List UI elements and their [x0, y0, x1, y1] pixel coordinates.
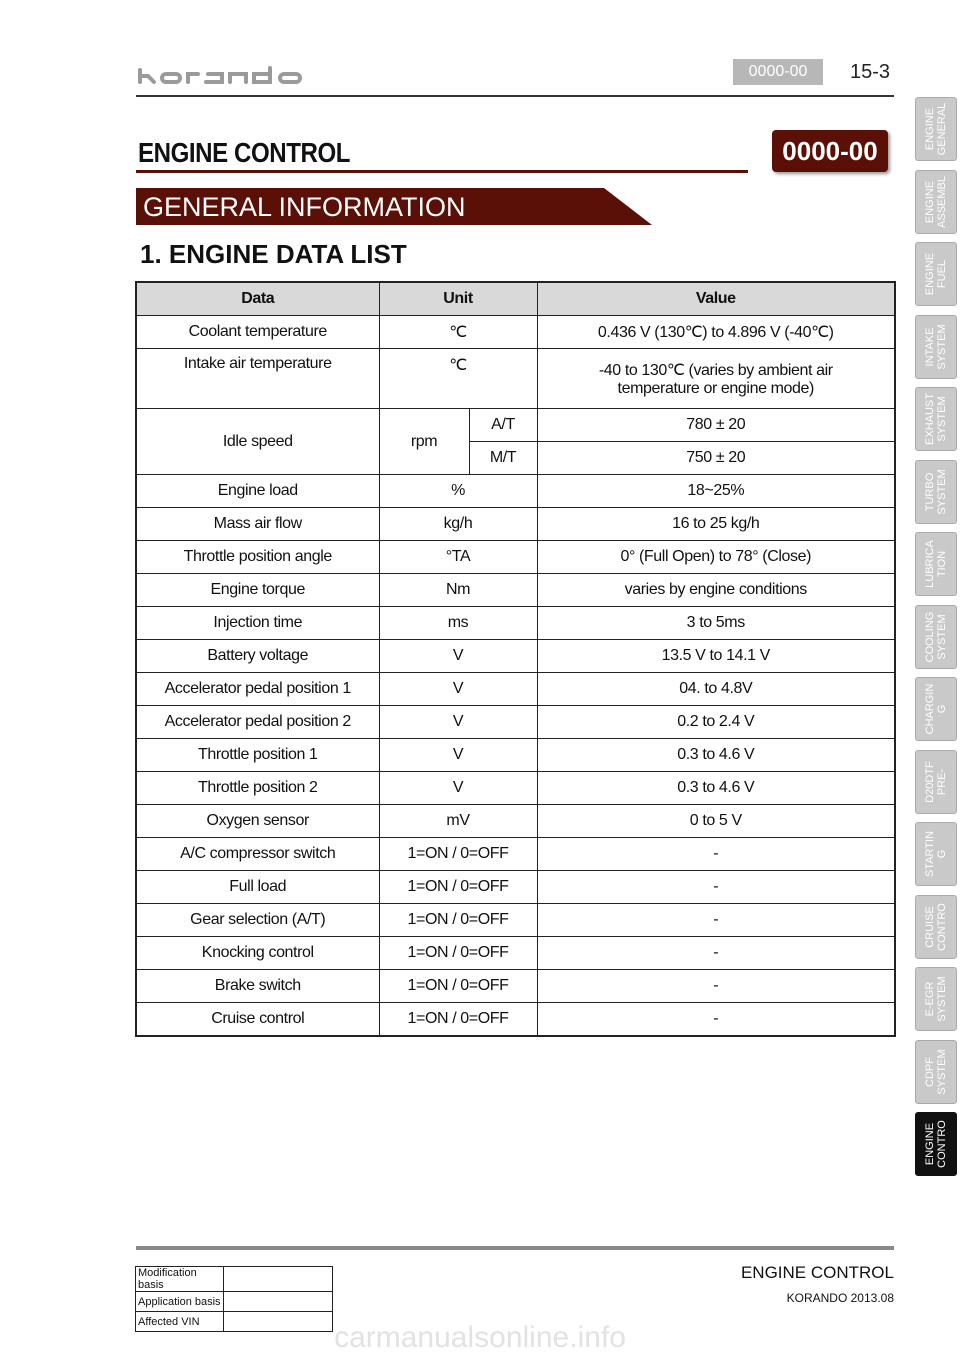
cell-unit: Nm [379, 574, 537, 607]
tab-label: CHARGIN G [924, 683, 948, 735]
table-row [136, 1003, 895, 1037]
tab-charging[interactable] [915, 677, 957, 741]
cell-value [537, 349, 895, 409]
cell-unit: rpm [379, 409, 469, 475]
header-unit: Unit [379, 282, 537, 316]
cell-data: Throttle position 2 [136, 772, 379, 805]
cell-data: Full load [136, 871, 379, 904]
cell-value: 0.436 V (130℃) to 4.896 V (-40℃) [537, 316, 895, 349]
tab-turbo-system[interactable] [915, 460, 957, 524]
tab-label: COOLING SYSTEM [924, 611, 948, 663]
tab-d20dtf-pre[interactable] [915, 750, 957, 814]
cell-data: Mass air flow [136, 508, 379, 541]
cell-data: Throttle position 1 [136, 739, 379, 772]
cell-data: Coolant temperature [136, 316, 379, 349]
cell-data: Accelerator pedal position 2 [136, 706, 379, 739]
cell-value-line-2: temperature or engine mode) [617, 379, 814, 397]
mod-label: Application basis [136, 1292, 224, 1312]
cell-unit: 1=ON / 0=OFF [379, 904, 537, 937]
cell-unit: °TA [379, 541, 537, 574]
cell-value: - [537, 937, 895, 970]
cell-data: Intake air temperature [136, 349, 379, 409]
mod-value [224, 1267, 333, 1292]
header-value: Value [537, 282, 895, 316]
table-row [136, 475, 895, 508]
cell-value: - [537, 904, 895, 937]
mod-label: Affected VIN [136, 1312, 224, 1332]
korando-logo [136, 66, 316, 86]
tab-engine-general[interactable] [915, 97, 957, 161]
cell-value: 0.2 to 2.4 V [537, 706, 895, 739]
cell-unit: ℃ [379, 316, 537, 349]
cell-value: - [537, 970, 895, 1003]
tab-engine-fuel[interactable] [915, 242, 957, 306]
cell-value: 0.3 to 4.6 V [537, 772, 895, 805]
cell-unit: 1=ON / 0=OFF [379, 838, 537, 871]
footer-divider [136, 1246, 894, 1250]
section-heading: 1. ENGINE DATA LIST [140, 239, 407, 269]
cell-value: - [537, 1003, 895, 1037]
footer-model: KORANDO 2013.08 [786, 1291, 894, 1305]
cell-unit: 1=ON / 0=OFF [379, 871, 537, 904]
tab-cdpf-system[interactable] [915, 1040, 957, 1104]
cell-data: A/C compressor switch [136, 838, 379, 871]
watermark: carmanualsonline.info [334, 1321, 626, 1354]
header-divider [136, 95, 894, 97]
table-row [136, 541, 895, 574]
tab-label: LUBRICA TION [924, 540, 948, 588]
cell-unit: % [379, 475, 537, 508]
table-row [136, 1267, 333, 1292]
tab-exhaust-system[interactable] [915, 387, 957, 451]
cell-value: 13.5 V to 14.1 V [537, 640, 895, 673]
cell-data: Cruise control [136, 1003, 379, 1037]
tab-intake-system[interactable] [915, 315, 957, 379]
table-row [136, 673, 895, 706]
tab-label: ENGINE ASSEMBL [924, 176, 948, 228]
tab-label: TURBO SYSTEM [924, 469, 948, 515]
tab-label: INTAKE SYSTEM [924, 324, 948, 370]
tab-e-egr-system[interactable] [915, 967, 957, 1031]
table-row [136, 970, 895, 1003]
table-header-row [136, 282, 895, 316]
cell-unit: V [379, 739, 537, 772]
table-row [136, 739, 895, 772]
table-row [136, 607, 895, 640]
cell-unit: kg/h [379, 508, 537, 541]
page-title: ENGINE CONTROL [138, 137, 351, 168]
cell-data: Idle speed [136, 409, 379, 475]
tab-label: ENGINE FUEL [924, 252, 948, 296]
cell-data: Oxygen sensor [136, 805, 379, 838]
cell-value: 780 ± 20 [537, 409, 895, 442]
cell-value: varies by engine conditions [537, 574, 895, 607]
cell-data: Accelerator pedal position 1 [136, 673, 379, 706]
cell-unit: V [379, 673, 537, 706]
cell-unit: ms [379, 607, 537, 640]
table-row [136, 574, 895, 607]
cell-value: 16 to 25 kg/h [537, 508, 895, 541]
cell-transmission: M/T [469, 442, 537, 475]
tab-label: E-EGR SYSTEM [924, 976, 948, 1022]
cell-value: - [537, 838, 895, 871]
cell-unit: 1=ON / 0=OFF [379, 937, 537, 970]
tab-label: STARTIN G [924, 830, 948, 878]
cell-unit: 1=ON / 0=OFF [379, 970, 537, 1003]
cell-data: Brake switch [136, 970, 379, 1003]
cell-data: Battery voltage [136, 640, 379, 673]
cell-data: Throttle position angle [136, 541, 379, 574]
table-row [136, 706, 895, 739]
tab-lubrication[interactable] [915, 532, 957, 596]
engine-data-table [135, 281, 896, 1037]
tab-label: ENGINE CONTRO [924, 1120, 948, 1168]
page-number: 15-3 [850, 61, 891, 83]
title-underline [136, 170, 748, 173]
cell-value: 3 to 5ms [537, 607, 895, 640]
table-row [136, 1292, 333, 1312]
table-row [136, 349, 895, 409]
table-row [136, 316, 895, 349]
cell-unit: V [379, 772, 537, 805]
cell-value: 0° (Full Open) to 78° (Close) [537, 541, 895, 574]
cell-value: - [537, 871, 895, 904]
cell-transmission: A/T [469, 409, 537, 442]
tab-label: EXHAUST SYSTEM [924, 393, 948, 445]
tab-engine-assembly[interactable] [915, 170, 957, 234]
tab-starting[interactable] [915, 822, 957, 886]
section-code-badge: 0000-00 [772, 130, 888, 172]
table-row [136, 937, 895, 970]
footer-section-name: ENGINE CONTROL [740, 1263, 894, 1282]
cell-data: Knocking control [136, 937, 379, 970]
table-row [136, 508, 895, 541]
cell-unit: 1=ON / 0=OFF [379, 1003, 537, 1037]
cell-value: 18~25% [537, 475, 895, 508]
header-data: Data [136, 282, 379, 316]
tab-cooling-system[interactable] [915, 605, 957, 669]
cell-value: 04. to 4.8V [537, 673, 895, 706]
cell-value: 750 ± 20 [537, 442, 895, 475]
tab-label: ENGINE GENERAL [924, 102, 948, 156]
table-row [136, 772, 895, 805]
table-row [136, 871, 895, 904]
cell-value: 0 to 5 V [537, 805, 895, 838]
tab-engine-control[interactable] [915, 1112, 957, 1176]
cell-value: 0.3 to 4.6 V [537, 739, 895, 772]
cell-data: Gear selection (A/T) [136, 904, 379, 937]
cell-data: Engine torque [136, 574, 379, 607]
cell-data: Injection time [136, 607, 379, 640]
cell-value-line-1: -40 to 130℃ (varies by ambient air [598, 361, 833, 379]
table-row [136, 838, 895, 871]
header-code-badge: 0000-00 [733, 59, 823, 85]
cell-unit: V [379, 706, 537, 739]
tab-label: D20DTF PRE- [924, 761, 948, 803]
cell-unit: ℃ [379, 349, 537, 409]
table-row [136, 805, 895, 838]
table-row [136, 904, 895, 937]
tab-label: CDPF SYSTEM [924, 1049, 948, 1095]
cell-unit: mV [379, 805, 537, 838]
mod-label: Modification basis [136, 1267, 224, 1292]
banner-text: GENERAL INFORMATION [143, 192, 466, 222]
cell-unit: V [379, 640, 537, 673]
cell-data: Engine load [136, 475, 379, 508]
tab-cruise-control[interactable] [915, 895, 957, 959]
tab-label: CRUISE CONTRO [924, 903, 948, 951]
mod-value [224, 1292, 333, 1312]
table-row [136, 409, 895, 442]
table-row [136, 640, 895, 673]
